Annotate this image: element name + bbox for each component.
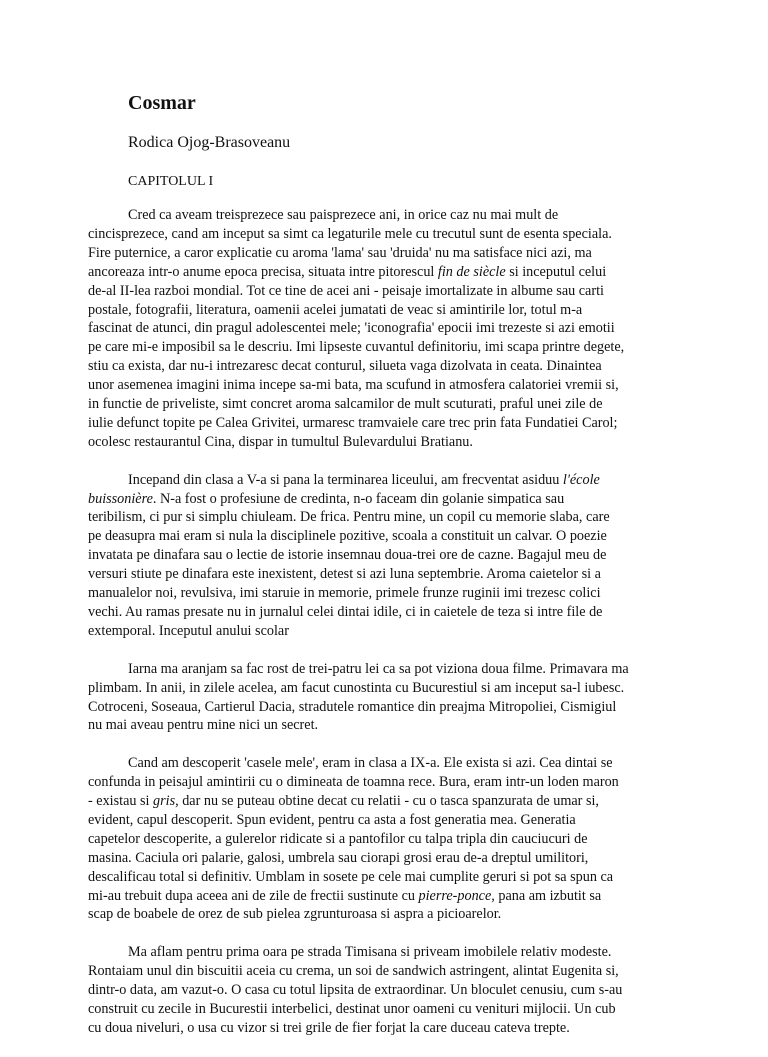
text-segment: ocolesc restaurantul Cina, dispar in tumultul Bulevardului Bratianu.: [88, 433, 473, 450]
text-segment: Fire puternice, a caror explicatie cu aroma 'lama' sau 'druida' nu ma satisface nici azi, ma: [88, 244, 592, 261]
text-line: [88, 754, 718, 773]
text-segment: Cand am descoperit 'casele mele', eram in clasa a IX-a. Ele exista si azi. Cea dintai se: [128, 755, 613, 772]
text-line: [88, 698, 718, 717]
text-segment: descalificau total si definitiv. Umblam in sosete pe cele mai cumplite geruri si pot sa spun ca: [88, 868, 614, 885]
text-segment: Cotroceni, Soseaua, Cartierul Dacia, stradutele romantice din preajma Mitropoliei, Cismigiul: [88, 698, 617, 715]
text-line: [88, 414, 718, 433]
chapter-heading: CAPITOLUL I: [128, 174, 214, 189]
text-line: [88, 849, 718, 868]
text-line: [88, 887, 718, 906]
text-line: [88, 1019, 718, 1038]
text-segment: Iarna ma aranjam sa fac rost de trei-patru lei ca sa pot viziona doua filme. Primavara ma: [128, 660, 629, 677]
text-line: [88, 603, 718, 622]
text-line: [88, 943, 718, 962]
text-segment: cu doua niveluri, o usa cu vizor si trei grile de fier forjat la care duceau cateva trepte.: [88, 1019, 570, 1036]
italic-text: l'école: [562, 471, 600, 488]
text-line: [88, 338, 718, 357]
document-title: Cosmar: [128, 92, 196, 114]
text-line: [88, 622, 718, 641]
italic-text: gris,: [153, 793, 179, 810]
italic-text: pierre-ponce,: [418, 887, 495, 904]
text-segment: evident, capul descoperit. Spun evident, pentru ca asta a fost generatia mea. Generatia: [88, 811, 576, 828]
text-segment: postale, fotografii, literatura, oamenii acelei jumatati de veac si amintirile lor, totul m-a: [88, 301, 583, 318]
text-line: [88, 319, 718, 338]
text-segment: ancoreaza intr-o anume epoca precisa, situata intre pitorescul: [88, 263, 438, 280]
text-line: [88, 660, 718, 679]
text-segment: masina. Caciula ori palarie, galosi, umbrela sau ciorapi grosi erau de-a dreptul umilitori,: [88, 849, 589, 866]
text-line: [88, 490, 718, 509]
text-segment: iulie defunct topite pe Calea Grivitei, urmaresc tramvaiele care trec prin fata Fundatiei Carol;: [88, 414, 618, 431]
text-line: [88, 301, 718, 320]
document-body: [88, 206, 718, 1057]
italic-text: buissonière: [88, 490, 153, 507]
text-line: [88, 527, 718, 546]
text-line: [88, 679, 718, 698]
text-segment: capetelor descoperite, a gulerelor ridicate si a pantofilor cu talpa tripla din cauciucuri de: [88, 830, 588, 847]
text-line: [88, 1000, 718, 1019]
text-line: [88, 565, 718, 584]
text-segment: extemporal. Inceputul anului scolar: [88, 622, 289, 639]
text-segment: de-al II-lea razboi mondial. Tot ce tine de acei ani - peisaje imortalizate in albume sau carti: [88, 282, 604, 299]
text-line: [88, 282, 718, 301]
text-segment: confunda in peisajul amintirii cu o dimineata de toamna rece. Bura, eram intr-un loden maron: [88, 774, 619, 791]
text-line: [88, 868, 718, 887]
text-line: [88, 830, 718, 849]
text-segment: Rontaiam unul din biscuitii aceia cu crema, un soi de sandwich astringent, alintat Eugenita si,: [88, 963, 619, 980]
text-line: [88, 225, 718, 244]
text-segment: construit cu zecile in Bucurestii interbelici, destinat unor oameni cu venituri mijlocii. Un cub: [88, 1001, 616, 1017]
text-segment: plimbam. In anii, in zilele acelea, am facut cunostinta cu Bucurestiul si am inceput sa-l iubesc.: [88, 679, 625, 696]
text-segment: cincisprezece, cand am inceput sa simt ca legaturile mele cu trecutul sunt de esenta speciala.: [88, 225, 612, 242]
text-segment: Incepand din clasa a V-a si pana la terminarea liceului, am frecventat asiduu: [128, 471, 563, 488]
text-line: [88, 433, 718, 452]
text-segment: nu mai aveau pentru mine nici un secret.: [88, 717, 319, 734]
text-segment: in functie de priveliste, simt concret aroma salcamilor de mult scuturati, praful unei zile de: [88, 396, 603, 413]
text-line: [88, 357, 718, 376]
italic-text: fin de siècle: [437, 263, 506, 280]
text-line: [88, 395, 718, 414]
text-segment: Cred ca aveam treisprezece sau paisprezece ani, in orice caz nu mai mult de: [128, 207, 559, 223]
text-line: [88, 792, 718, 811]
text-line: [88, 905, 718, 924]
text-segment: pe care mi-e imposibil sa le descriu. Imi lipseste cuvantul definitoriu, imi scapa printre degete,: [88, 339, 625, 356]
paragraph: [88, 660, 718, 736]
text-line: [88, 981, 718, 1000]
text-line: [88, 962, 718, 981]
text-segment: stiu ca exista, dar nu-i intrezaresc decat conturul, silueta vaga dizolvata in ceata. Dinaintea: [88, 358, 602, 375]
text-line: [88, 716, 718, 735]
text-segment: si inceputul celui: [505, 263, 607, 280]
text-segment: invatata pe dinafara sau o lectie de istorie insemnau doua-trei ore de cazne. Bagajul meu de: [88, 547, 607, 564]
text-line: [88, 471, 718, 490]
paragraph: [88, 471, 718, 641]
text-line: [88, 244, 718, 263]
text-line: [88, 206, 718, 225]
text-line: [88, 508, 718, 527]
text-line: [88, 263, 718, 282]
text-segment: pana am izbutit sa: [494, 887, 602, 904]
text-segment: . N-a fost o profesiune de credinta, n-o faceam din golanie simpatica sau: [152, 490, 565, 507]
text-line: [88, 811, 718, 830]
text-segment: unor asemenea imagini inima incepe sa-mi bata, ma scufund in atmosfera calatoriei vremii si,: [88, 377, 619, 394]
text-line: [88, 376, 718, 395]
text-segment: scap de boabele de orez de sub pielea zgrunturoasa si aspra a picioarelor.: [88, 906, 502, 923]
text-line: [88, 773, 718, 792]
text-segment: dar nu se puteau obtine decat cu relatii - cu o tasca spanzurata de umar si,: [178, 793, 599, 810]
text-segment: versuri stiute pe dinafara este inexistent, detest si azi luna septembrie. Aroma caietelor si a: [88, 566, 601, 583]
paragraph: [88, 206, 718, 452]
text-line: [88, 584, 718, 603]
text-segment: Ma aflam pentru prima oara pe strada Timisana si priveam imobilele relativ modeste.: [128, 944, 612, 961]
text-segment: dintr-o data, am vazut-o. O casa cu totul lipsita de extraordinar. Un bloculet cenusiu, cum s-au: [88, 982, 623, 999]
text-segment: mi-au trebuit dupa aceea ani de zile de frectii sustinute cu: [88, 887, 419, 904]
text-segment: vechi. Au ramas presate nu in jurnalul celei dintai idile, ci in caietele de teza si intre file de: [88, 604, 603, 621]
text-line: [88, 546, 718, 565]
author-name: Rodica Ojog-Brasoveanu: [128, 134, 291, 151]
paragraph: [88, 754, 718, 924]
text-segment: - existau si: [88, 793, 154, 810]
text-segment: teribilism, ci pur si simplu chiuleam. De frica. Pentru mine, un copil cu memorie slaba, care: [88, 509, 610, 526]
text-segment: pe deasupra mai eram si nula la disciplinele pozitive, scoala a constituit un calvar. O poezie: [88, 528, 607, 545]
text-segment: manualelor noi, revulsiva, imi staruie in memorie, primele frunze ruginii imi trezesc colici: [88, 585, 601, 602]
text-segment: fascinat de atunci, din pragul adolescentei mele; 'iconografia' epocii imi trezeste si azi emotii: [88, 320, 615, 337]
